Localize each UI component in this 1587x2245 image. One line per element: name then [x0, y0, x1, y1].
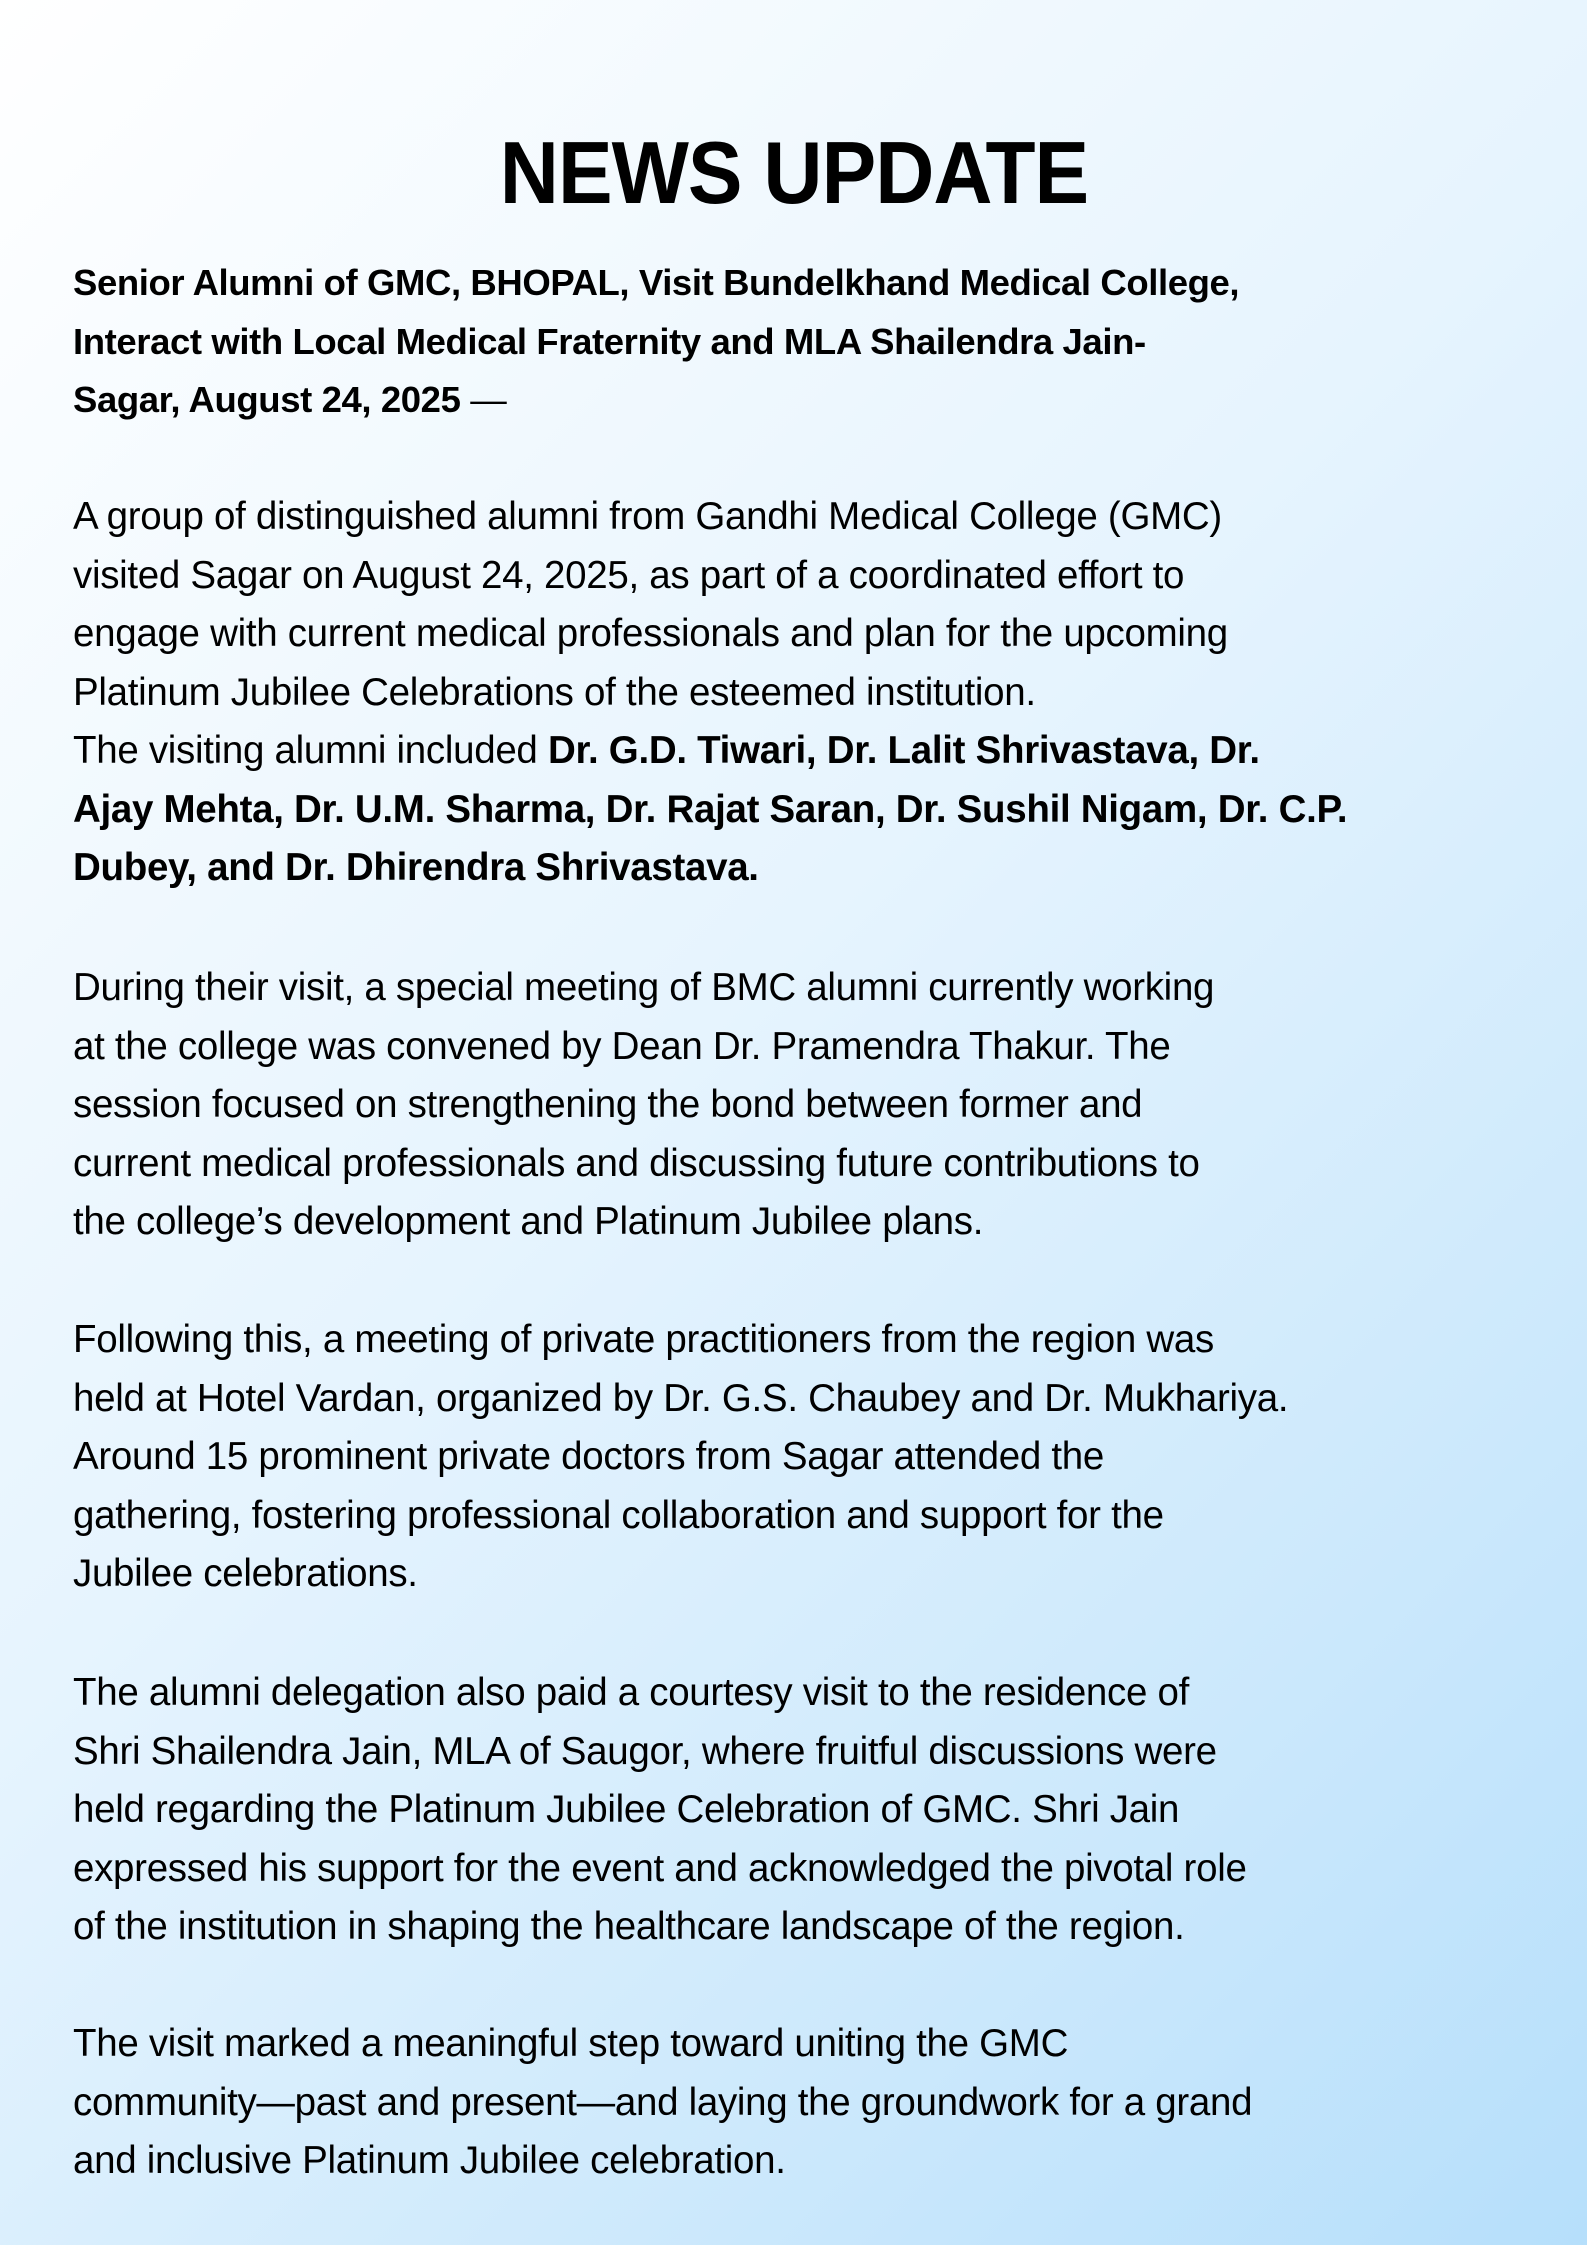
paragraph-line: Shri Shailendra Jain, MLA of Saugor, where fruitful discussions were: [73, 1729, 1217, 1773]
paragraph-line: gathering, fostering professional collaboration and support for the: [73, 1493, 1164, 1537]
paragraph-bmc-meeting: [73, 959, 1543, 1252]
page-title: NEWS UPDATE: [499, 123, 1089, 222]
headline-line: [73, 313, 1533, 372]
headline-line: [73, 371, 1533, 430]
news-headline: [73, 254, 1533, 430]
paragraph-conclusion: [73, 2015, 1543, 2191]
paragraph-line: engage with current medical professionals and plan for the upcoming: [73, 612, 1228, 655]
headline-dash: —: [460, 379, 507, 420]
paragraph-line: expressed his support for the event and acknowledged the pivotal role: [73, 1846, 1247, 1890]
paragraph-line: of the institution in shaping the healthcare landscape of the region.: [73, 1905, 1185, 1948]
paragraph-line: During their visit, a special meeting of BMC alumni currently working: [73, 966, 1215, 1009]
paragraph-line: The alumni delegation also paid a courtesy visit to the residence of: [73, 1671, 1190, 1714]
paragraph-line: Platinum Jubilee Celebrations of the esteemed institution.: [73, 670, 1036, 714]
paragraph-line: the college’s development and Platinum Jubilee plans.: [73, 1200, 984, 1243]
paragraph-line: held regarding the Platinum Jubilee Celebration of GMC. Shri Jain: [73, 1788, 1180, 1831]
paragraph-line: Jubilee celebrations.: [73, 1552, 418, 1595]
paragraph-line: session focused on strengthening the bond between former and: [73, 1083, 1143, 1126]
paragraph-line: current medical professionals and discussing future contributions to: [73, 1141, 1200, 1185]
paragraph-line: visited Sagar on August 24, 2025, as part of a coordinated effort to: [73, 553, 1185, 597]
paragraph-alumni-visit: [73, 488, 1543, 898]
paragraph-line: at the college was convened by Dean Dr. Pramendra Thakur. The: [73, 1024, 1171, 1068]
alumni-names: Ajay Mehta, Dr. U.M. Sharma, Dr. Rajat Saran, Dr. Sushil Nigam, Dr. C.P.: [73, 787, 1348, 831]
alumni-intro-text: The visiting alumni included: [73, 729, 548, 772]
alumni-names: Dr. G.D. Tiwari, Dr. Lalit Shrivastava, Dr.: [547, 729, 1260, 772]
paragraph-line: and inclusive Platinum Jubilee celebration.: [73, 2139, 786, 2182]
headline-text: Senior Alumni of GMC, BHOPAL, Visit Bundelkhand Medical College,: [73, 262, 1240, 303]
paragraph-practitioners-meeting: [73, 1311, 1543, 1604]
paragraph-mla-visit: [73, 1664, 1543, 1957]
paragraph-line: Following this, a meeting of private practitioners from the region was: [73, 1318, 1214, 1361]
headline-line: [73, 254, 1533, 313]
paragraph-line: [73, 722, 1543, 781]
paragraph-line: Around 15 prominent private doctors from Sagar attended the: [73, 1435, 1104, 1478]
paragraph-line: held at Hotel Vardan, organized by Dr. G.S. Chaubey and Dr. Mukhariya.: [73, 1376, 1289, 1420]
alumni-names: Dubey, and Dr. Dhirendra Shrivastava.: [73, 846, 759, 889]
paragraph-line: The visit marked a meaningful step toward uniting the GMC: [73, 2022, 1069, 2065]
headline-text: Interact with Local Medical Fraternity and MLA Shailendra Jain-: [73, 320, 1146, 362]
headline-dateline: Sagar, August 24, 2025: [73, 379, 461, 420]
paragraph-line: community—past and present—and laying the groundwork for a grand: [73, 2080, 1253, 2124]
paragraph-line: A group of distinguished alumni from Gandhi Medical College (GMC): [73, 495, 1222, 538]
